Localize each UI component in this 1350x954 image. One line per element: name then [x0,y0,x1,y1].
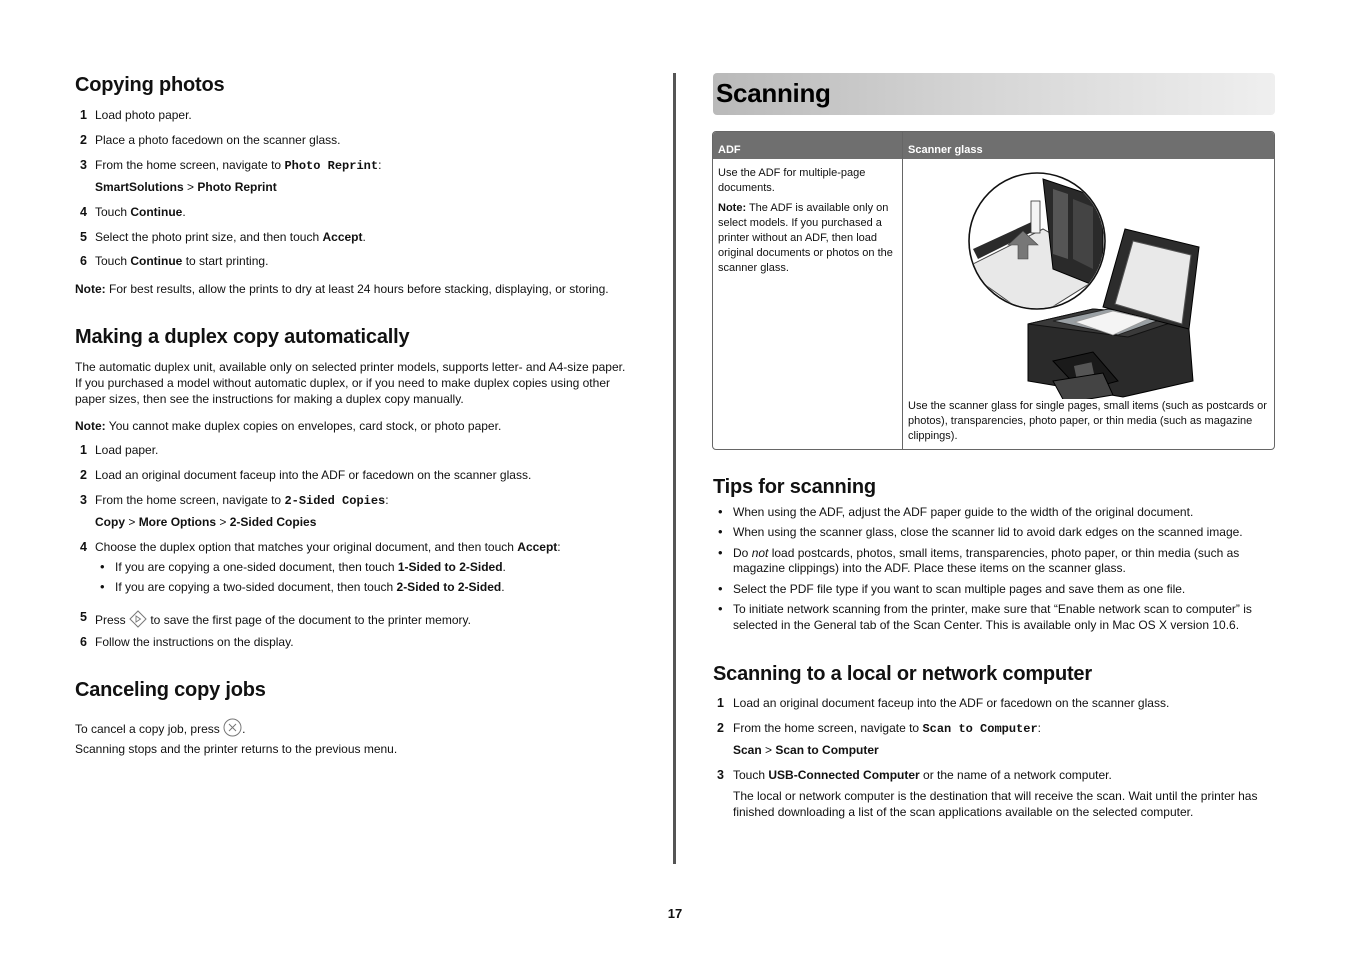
step-text: Choose the duplex option that matches your original document, and then touch Accept: [95,540,561,554]
step-number: 1 [80,443,87,457]
step-text: From the home screen, navigate to 2-Sided Copies: [95,493,389,508]
heading-duplex: Making a duplex copy automatically [75,326,410,348]
section-title-bar [713,73,1275,115]
paragraph: To cancel a copy job, press . [75,718,245,742]
table-cell-scanner-glass [902,159,1274,449]
step-number: 5 [80,230,87,244]
step-text: Press to save the first page of the document to the printer memory. [95,610,471,633]
page-number: 17 [667,906,683,921]
step-text: Load paper. [95,443,159,457]
list-item: • Do not load postcards, photos, small items, transparencies, photo paper, or thin media (such as [718,545,1240,560]
note: Note: For best results, allow the prints to dry at least 24 hours before stacking, displaying, or storing. [75,282,609,296]
list-item: • If you are copying a two-sided document, then touch 2-Sided to 2-Sided. [100,579,505,594]
step-text: Touch Continue. [95,205,186,219]
step-number: 2 [80,133,87,147]
step-text: Load an original document faceup into the ADF or facedown on the scanner glass. [95,468,532,482]
step-number: 1 [80,108,87,122]
menu-path: Scan > Scan to Computer [733,743,879,757]
step-text: Touch Continue to start printing. [95,254,269,268]
table-header-adf: ADF [713,132,902,159]
list-item: • When using the scanner glass, close the scanner lid to avoid dark edges on the scanned image. [718,524,1243,539]
menu-code: 2-Sided Copies [284,494,386,508]
adf-note: Note: The ADF is available only on select models. If you purchased a printer without an ADF, then load original documents or photos on the scanner glass. [718,202,893,274]
paragraph: The automatic duplex unit, available only on selected printer models, supports letter- and A4-size paper. [75,360,626,374]
step-number: 2 [80,468,87,482]
paragraph: paper sizes, then see the instructions for making a duplex copy manually. [75,392,464,406]
list-item: • When using the ADF, adjust the ADF paper guide to the width of the original document. [718,504,1194,519]
list-item: • If you are copying a one-sided document, then touch 1-Sided to 2-Sided. [100,559,506,574]
paragraph: If you purchased a model without automatic duplex, or if you need to make duplex copies using other [75,376,610,390]
step-number: 2 [717,721,724,735]
printer-illustration-image [903,159,1274,399]
step-number: 3 [80,493,87,507]
table-header-scanner-glass: Scanner glass [902,132,1274,159]
step-text: Follow the instructions on the display. [95,635,294,649]
list-item-continuation: selected in the General tab of the Scan Center. This is available only in Mac OS X version 10.6. [733,618,1240,632]
step-text: From the home screen, navigate to Photo Reprint: [95,158,382,173]
step-detail: The local or network computer is the destination that will receive the scan. Wait until the printer has [733,789,1258,803]
step-number: 4 [80,540,87,554]
step-text: Load an original document faceup into the ADF or facedown on the scanner glass. [733,696,1170,710]
list-item-continuation: magazine clippings) into the ADF. Place these items on the scanner glass. [733,561,1126,575]
list-item: • To initiate network scanning from the printer, make sure that “Enable network scan to computer” is [718,601,1252,616]
step-text: Touch USB-Connected Computer or the name of a network computer. [733,768,1112,782]
step-text: Select the photo print size, and then touch Accept. [95,230,366,244]
step-text: Place a photo facedown on the scanner glass. [95,133,341,147]
heading-tips-for-scanning: Tips for scanning [713,476,876,498]
step-text: From the home screen, navigate to Scan to Computer: [733,721,1041,736]
list-item: • Select the PDF file type if you want to scan multiple pages and save them as one file. [718,581,1186,596]
adf-text: Use the ADF for multiple-page documents. [718,167,866,194]
heading-scanning-to-computer: Scanning to a local or network computer [713,663,1092,685]
scanner-glass-text: Use the scanner glass for single pages, small items (such as postcards or photos), transparencies, photo paper, or thin media (such as magazine clippings). [908,400,1267,442]
step-number: 6 [80,635,87,649]
heading-copying-photos: Copying photos [75,74,225,96]
step-number: 6 [80,254,87,268]
menu-path: Copy > More Options > 2-Sided Copies [95,515,317,529]
menu-code: Photo Reprint [284,159,379,173]
paragraph: Scanning stops and the printer returns to the previous menu. [75,742,398,756]
menu-code: Scan to Computer [922,722,1038,736]
menu-path: SmartSolutions > Photo Reprint [95,180,277,194]
step-number: 3 [80,158,87,172]
table-cell-adf [713,159,902,449]
step-number: 4 [80,205,87,219]
note: Note: You cannot make duplex copies on envelopes, card stock, or photo paper. [75,419,502,433]
column-divider [673,73,676,864]
heading-cancel: Canceling copy jobs [75,679,266,701]
page-title: Scanning [716,78,831,108]
step-number: 5 [80,610,87,624]
printer-scanner-illustration [903,159,1274,399]
circle-x-cancel-icon [223,718,242,742]
scan-method-table [712,131,1275,450]
step-number: 3 [717,768,724,782]
diamond-start-icon [129,610,147,633]
step-text: Load photo paper. [95,108,192,122]
step-detail: finished downloading a list of the scan applications available on the selected computer. [733,805,1194,819]
step-number: 1 [717,696,724,710]
